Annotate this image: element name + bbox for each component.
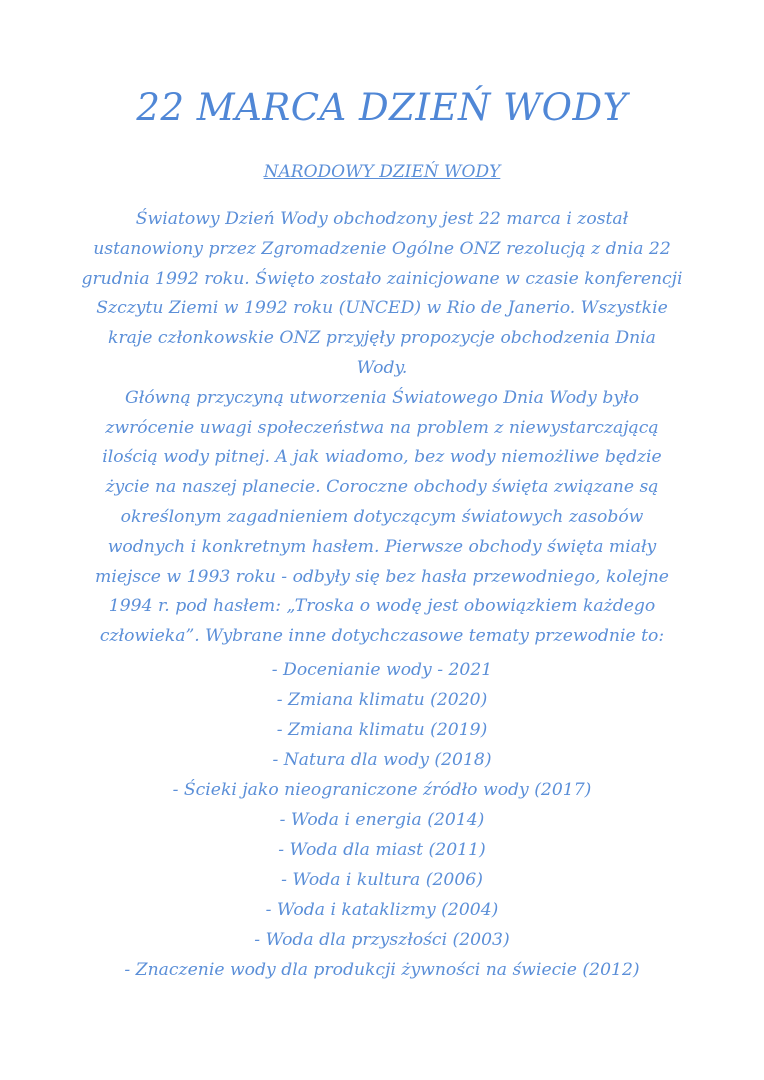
paragraph: Światowy Dzień Wody obchodzony jest 22 marca i został ustanowiony przez Zgromadzenie Ogólne ONZ rezolucją z dnia 22 grudnia 1992 roku. Święto zostało zainicjowane w czasie konferencji Szczytu Ziemi w 1992 roku (UNCED) w Rio de Janerio. Wszystkie kraje członkowskie ONZ przyjęły propozycje obchodzenia Dnia Wody. <box>81 209 683 378</box>
page-title: 22 MARCA DZIEŃ WODY <box>136 86 628 129</box>
theme-item: - Zmiana klimatu (2020) <box>276 690 488 710</box>
theme-item: - Woda i energia (2014) <box>279 810 485 830</box>
theme-item: - Woda i kataklizmy (2004) <box>265 900 499 920</box>
theme-item: - Woda dla przyszłości (2003) <box>254 930 510 950</box>
themes-list <box>0 655 764 985</box>
theme-item: - Ścieki jako nieograniczone źródło wody (2017) <box>172 780 592 800</box>
theme-item: - Woda i kultura (2006) <box>281 870 483 890</box>
paragraph: Główną przyczyną utworzenia Światowego Dnia Wody było zwrócenie uwagi społeczeństwa na problem z niewystarczającą ilością wody pitnej. A jak wiadomo, bez wody niemożliwe będzie życie na naszej planecie. Coroczne obchody święta związane są określonym zagadnieniem dotyczącym światowych zasobów wodnych i konkretnym hasłem. Pierwsze obchody święta miały miejsce w 1993 roku - odbyły się bez hasła przewodniego, kolejne 1994 r. pod hasłem: „Troska o wodę jest obowiązkiem każdego człowieka”. Wybrane inne dotychczasowe tematy przewodnie to: <box>95 387 669 647</box>
theme-item: - Woda dla miast (2011) <box>278 840 486 860</box>
page-subtitle: NARODOWY DZIEŃ WODY <box>263 162 501 182</box>
theme-item: - Natura dla wody (2018) <box>272 750 492 770</box>
theme-item: - Docenianie wody - 2021 <box>271 660 493 680</box>
theme-item: - Zmiana klimatu (2019) <box>276 720 488 740</box>
theme-item: - Znaczenie wody dla produkcji żywności na świecie (2012) <box>124 960 640 980</box>
body-text <box>80 205 684 652</box>
